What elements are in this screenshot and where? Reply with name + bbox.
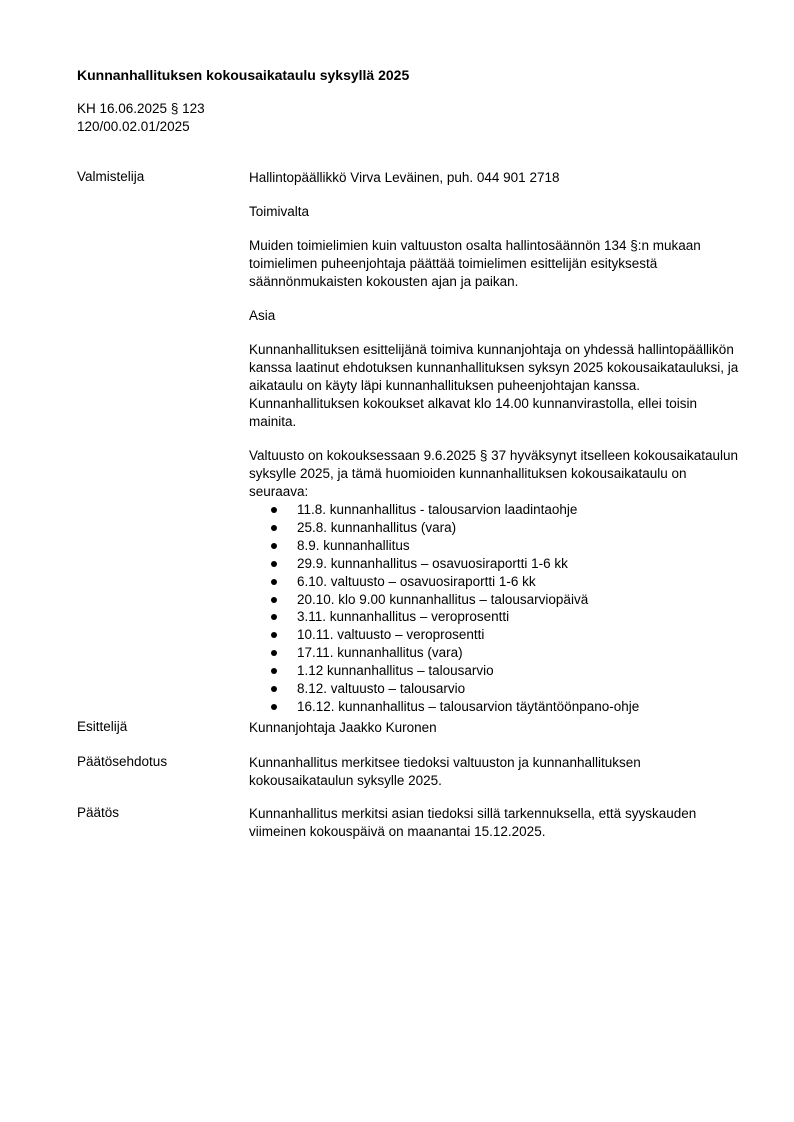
list-item: 3.11. kunnanhallitus – veroprosentti (249, 608, 744, 626)
asia-text-2: Valtuusto on kokouksessaan 9.6.2025 § 37 hyväksynyt itselleen kokousaikataulun syksylle 2025, ja tämä huomioiden kunnanhallituksen kokousaikataulu on seuraava: (249, 448, 739, 499)
valmistelija-content (249, 169, 744, 716)
list-item: 1.12 kunnanhallitus – talousarvio (249, 662, 744, 680)
list-item: 8.12. valtuusto – talousarvio (249, 680, 744, 698)
list-item: 25.8. kunnanhallitus (vara) (249, 519, 744, 537)
meeting-reference: KH 16.06.2025 § 123 (77, 101, 205, 116)
record-number: 120/00.02.01/2025 (77, 119, 190, 134)
paatos-content (249, 805, 749, 841)
bullet-icon (271, 650, 277, 656)
paatos-text: Kunnanhallitus merkitsi asian tiedoksi sillä tarkennuksella, että syyskauden viimeinen kokouspäivä on maanantai 15.12.2025. (249, 806, 697, 839)
paatosehdotus-text: Kunnanhallitus merkitsee tiedoksi valtuuston ja kunnanhallituksen kokousaikataulun syksylle 2025. (249, 755, 641, 788)
bullet-icon (271, 614, 277, 620)
bullet-icon (271, 561, 277, 567)
list-item: 10.11. valtuusto – veroprosentti (249, 626, 744, 644)
paatos-label: Päätös (77, 805, 120, 820)
valmistelija-label: Valmistelija (77, 169, 145, 184)
list-item: 20.10. klo 9.00 kunnanhallitus – talousarviopäivä (249, 591, 744, 609)
list-item: 29.9. kunnanhallitus – osavuosiraportti 1-6 kk (249, 555, 744, 573)
paatosehdotus-content (249, 754, 689, 790)
esittelija-content (249, 719, 744, 737)
asia-heading: Asia (249, 308, 276, 323)
schedule-list (249, 501, 744, 716)
bullet-icon (271, 525, 277, 531)
bullet-icon (271, 543, 277, 549)
esittelija-text: Kunnanjohtaja Jaakko Kuronen (249, 720, 437, 735)
bullet-icon (271, 579, 277, 585)
toimivalta-heading: Toimivalta (249, 204, 310, 219)
valmistelija-name: Hallintopäällikkö Virva Leväinen, puh. 044 901 2718 (249, 170, 560, 185)
asia-text-1: Kunnanhallituksen esittelijänä toimiva kunnanjohtaja on yhdessä hallintopäällikön kanssa laatinut ehdotuksen kunnanhallituksen syksyn 2025 kokousaikatauluksi, ja aikataulu on käyty läpi kunnanhallituksen puheenjohtajan kanssa. Kunnanhallituksen kokoukset alkavat klo 14.00 kunnanvirastolla, ellei toisin mainita. (249, 342, 739, 429)
document-meta (77, 100, 205, 136)
list-item: 11.8. kunnanhallitus - talousarvion laadintaohje (249, 501, 744, 519)
document-title: Kunnanhallituksen kokousaikataulu syksyllä 2025 (77, 67, 410, 83)
esittelija-label: Esittelijä (77, 719, 128, 734)
toimivalta-text: Muiden toimielimien kuin valtuuston osalta hallintosäännön 134 §:n mukaan toimielimen puheenjohtaja päättää toimielimen esittelijän esityksestä säännönmukaisten kokousten ajan ja paikan. (249, 238, 701, 289)
paatosehdotus-label: Päätösehdotus (77, 754, 168, 769)
bullet-icon (271, 704, 277, 710)
bullet-icon (271, 686, 277, 692)
list-item: 8.9. kunnanhallitus (249, 537, 744, 555)
bullet-icon (271, 507, 277, 513)
list-item: 17.11. kunnanhallitus (vara) (249, 644, 744, 662)
bullet-icon (271, 597, 277, 603)
bullet-icon (271, 632, 277, 638)
bullet-icon (271, 668, 277, 674)
list-item: 16.12. kunnanhallitus – talousarvion täytäntöönpano-ohje (249, 698, 744, 716)
list-item: 6.10. valtuusto – osavuosiraportti 1-6 kk (249, 573, 744, 591)
